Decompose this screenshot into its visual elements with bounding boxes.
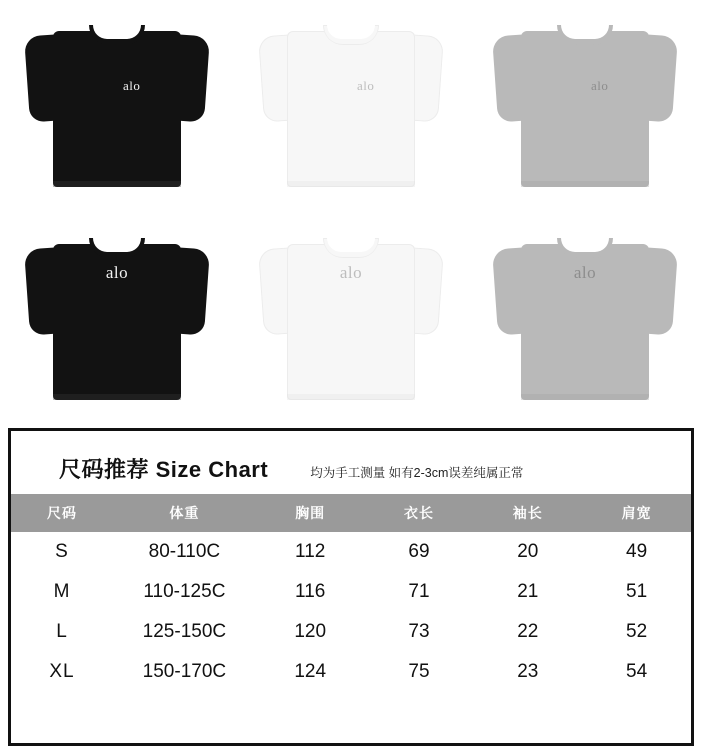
collar-opening — [93, 238, 141, 252]
cell-size: S — [55, 541, 69, 562]
tshirt-illustration — [495, 23, 675, 189]
product-photo-grey-front[interactable] — [468, 0, 702, 213]
cell-size: XL — [49, 661, 75, 682]
table-row — [11, 572, 691, 612]
size-chart-table — [11, 494, 691, 692]
cell-shoulder: 51 — [626, 581, 648, 602]
shirt-body — [521, 31, 649, 187]
brand-logo: alo — [357, 78, 375, 94]
product-photo-black-back[interactable] — [0, 213, 234, 426]
table-row — [11, 612, 691, 652]
collar-opening — [561, 25, 609, 39]
hem — [521, 394, 649, 400]
cell-bust: 116 — [295, 581, 326, 602]
hem — [53, 181, 181, 187]
size-chart-header — [11, 431, 691, 494]
cell-sleeve: 22 — [517, 621, 539, 642]
column-header-bust: 胸围 — [256, 494, 365, 532]
cell-weight: 150-170C — [142, 661, 227, 682]
brand-logo: alo — [105, 262, 129, 282]
collar-opening — [327, 238, 375, 252]
cell-length: 71 — [408, 581, 430, 602]
tshirt-illustration — [261, 236, 441, 402]
size-chart-title: 尺码推荐 Size Chart — [59, 457, 269, 482]
tshirt-illustration — [27, 23, 207, 189]
brand-logo: alo — [591, 78, 609, 94]
brand-logo: alo — [123, 78, 141, 94]
shirt-body — [287, 31, 415, 187]
product-photo-grey-back[interactable] — [468, 213, 702, 426]
cell-length: 73 — [408, 621, 430, 642]
product-photo-white-back[interactable] — [234, 213, 468, 426]
column-header-shoulder: 肩宽 — [582, 494, 691, 532]
cell-bust: 112 — [295, 541, 326, 562]
cell-shoulder: 52 — [626, 621, 648, 642]
column-header-weight: 体重 — [113, 494, 256, 532]
cell-weight: 110-125C — [143, 581, 226, 602]
column-header-size: 尺码 — [11, 494, 113, 532]
brand-logo: alo — [573, 262, 597, 282]
cell-sleeve: 23 — [517, 661, 539, 682]
product-photo-black-front[interactable] — [0, 0, 234, 213]
hem — [521, 181, 649, 187]
hem — [287, 394, 415, 400]
hem — [53, 394, 181, 400]
cell-weight: 80-110C — [148, 541, 221, 562]
cell-shoulder: 49 — [626, 541, 648, 562]
cell-sleeve: 20 — [517, 541, 539, 562]
cell-shoulder: 54 — [626, 661, 648, 682]
hem — [287, 181, 415, 187]
cell-weight: 125-150C — [142, 621, 227, 642]
tshirt-illustration — [495, 236, 675, 402]
cell-sleeve: 21 — [517, 581, 539, 602]
cell-bust: 124 — [294, 661, 327, 682]
size-chart-note: 均为手工测量 如有2-3cm误差纯属正常 — [310, 466, 524, 480]
table-header-row — [11, 494, 691, 532]
cell-length: 69 — [408, 541, 430, 562]
column-header-length: 衣长 — [365, 494, 474, 532]
cell-bust: 120 — [294, 621, 327, 642]
size-chart-panel — [8, 428, 694, 746]
table-row — [11, 652, 691, 692]
collar-opening — [327, 25, 375, 39]
collar-opening — [561, 238, 609, 252]
brand-logo: alo — [339, 262, 363, 282]
shirt-body — [53, 31, 181, 187]
collar-opening — [93, 25, 141, 39]
cell-size: M — [53, 581, 71, 602]
cell-size: L — [56, 621, 68, 642]
tshirt-illustration — [261, 23, 441, 189]
tshirt-illustration — [27, 236, 207, 402]
table-row — [11, 532, 691, 572]
product-photo-white-front[interactable] — [234, 0, 468, 213]
cell-length: 75 — [408, 661, 430, 682]
column-header-sleeve: 袖长 — [473, 494, 582, 532]
